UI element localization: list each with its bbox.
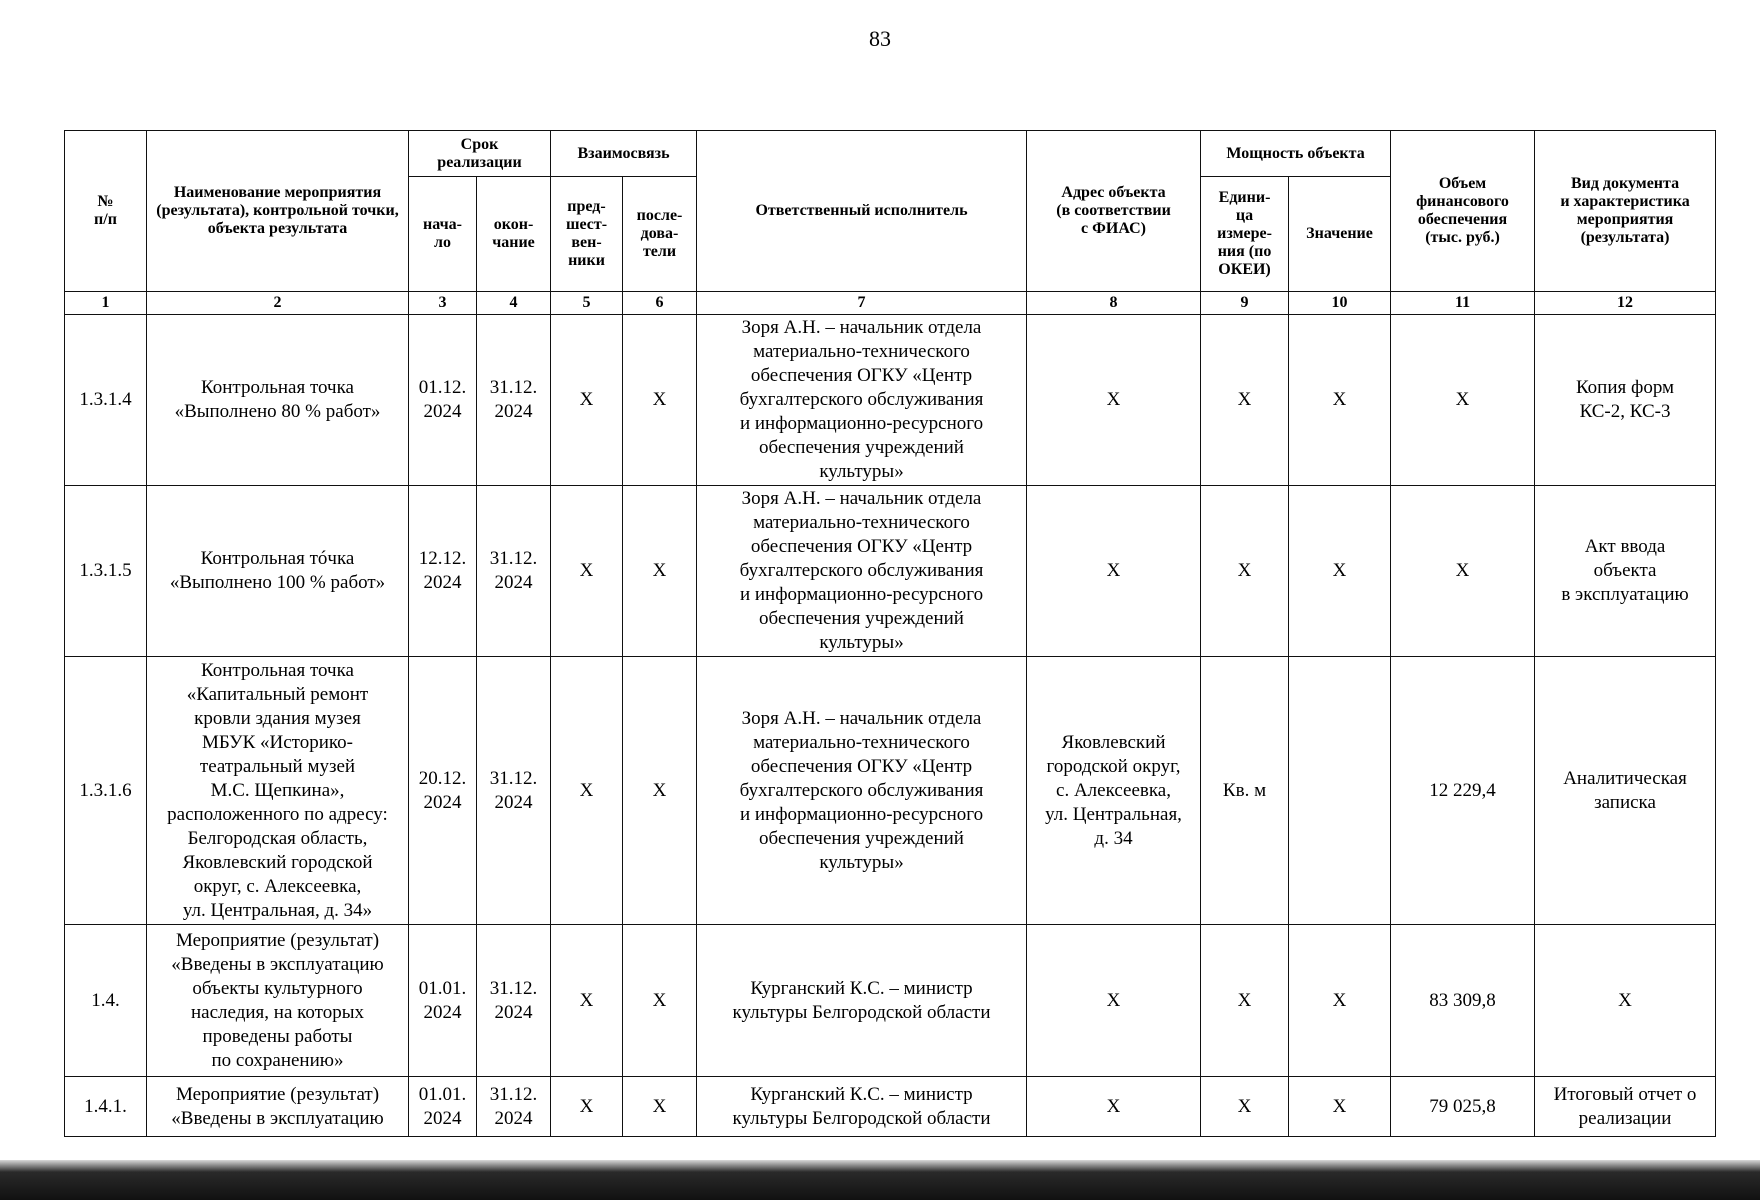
row-successors-cell: X [623, 315, 697, 486]
row-address-cell: X [1027, 315, 1201, 486]
header-successors: после- дова- тели [623, 177, 697, 292]
row-successors-cell: X [623, 486, 697, 657]
row-predecessors-cell: X [551, 1077, 623, 1137]
row-predecessors-cell: X [551, 925, 623, 1077]
row-volume-cell: X [1391, 315, 1535, 486]
row-number-cell: 1.4.1. [65, 1077, 147, 1137]
row-volume-cell: 79 025,8 [1391, 1077, 1535, 1137]
row-start-date-cell: 01.01. 2024 [409, 1077, 477, 1137]
row-address-cell: X [1027, 486, 1201, 657]
table-body [65, 292, 1716, 1137]
header-address: Адрес объекта (в соответствии с ФИАС) [1027, 131, 1201, 292]
column-number: 5 [551, 292, 623, 315]
column-number: 6 [623, 292, 697, 315]
header-value: Значение [1289, 177, 1391, 292]
table-row [65, 315, 1716, 486]
column-number: 1 [65, 292, 147, 315]
column-number: 12 [1535, 292, 1716, 315]
header-volume: Объем финансового обеспечения (тыс. руб.) [1391, 131, 1535, 292]
row-number-cell: 1.3.1.6 [65, 657, 147, 925]
column-number: 8 [1027, 292, 1201, 315]
row-document-cell: Итоговый отчет о реализации [1535, 1077, 1716, 1137]
row-responsible-cell: Зоря А.Н. – начальник отдела материально-технического обеспечения ОГКУ «Центр бухгалтерского обслуживания и информационно-ресурсного обеспечения учреждений культуры» [697, 486, 1027, 657]
scan-edge-bar [0, 1160, 1760, 1200]
row-successors-cell: X [623, 657, 697, 925]
header-number: № п/п [65, 131, 147, 292]
row-start-date-cell: 01.12. 2024 [409, 315, 477, 486]
row-volume-cell: X [1391, 486, 1535, 657]
row-successors-cell: X [623, 1077, 697, 1137]
header-predecessors: пред- шест- вен- ники [551, 177, 623, 292]
page-number: 83 [869, 26, 891, 51]
row-number-cell: 1.3.1.5 [65, 486, 147, 657]
header-end: окон- чание [477, 177, 551, 292]
column-number-row [65, 292, 1716, 315]
header-capacity-group: Мощность объекта [1201, 131, 1391, 177]
row-end-date-cell: 31.12. 2024 [477, 1077, 551, 1137]
row-address-cell: X [1027, 925, 1201, 1077]
row-name-cell: Контрольная точка «Капитальный ремонт кровли здания музея МБУК «Историко- театральный музей М.С. Щепкина», расположенного по адресу: Белгородская область, Яковлевский городской округ, с. Алексеевка, ул. Центральная, д. 34» [147, 657, 409, 925]
header-name: Наименование мероприятия (результата), контрольной точки, объекта результата [147, 131, 409, 292]
row-value-cell: X [1289, 925, 1391, 1077]
row-responsible-cell: Зоря А.Н. – начальник отдела материально-технического обеспечения ОГКУ «Центр бухгалтерского обслуживания и информационно-ресурсного обеспечения учреждений культуры» [697, 657, 1027, 925]
row-responsible-cell: Курганский К.С. – министр культуры Белгородской области [697, 1077, 1027, 1137]
table-row [65, 657, 1716, 925]
column-number: 9 [1201, 292, 1289, 315]
column-number: 3 [409, 292, 477, 315]
column-number: 2 [147, 292, 409, 315]
column-number: 10 [1289, 292, 1391, 315]
row-end-date-cell: 31.12. 2024 [477, 925, 551, 1077]
row-predecessors-cell: X [551, 486, 623, 657]
row-start-date-cell: 20.12. 2024 [409, 657, 477, 925]
row-number-cell: 1.3.1.4 [65, 315, 147, 486]
row-responsible-cell: Зоря А.Н. – начальник отдела материально-технического обеспечения ОГКУ «Центр бухгалтерского обслуживания и информационно-ресурсного обеспечения учреждений культуры» [697, 315, 1027, 486]
row-name-cell: Контрольная тóчка «Выполнено 100 % работ» [147, 486, 409, 657]
header-link-group: Взаимосвязь [551, 131, 697, 177]
row-value-cell: X [1289, 315, 1391, 486]
implementation-plan-table [64, 130, 1716, 1137]
row-predecessors-cell: X [551, 657, 623, 925]
row-address-cell: Яковлевский городской округ, с. Алексеевка, ул. Центральная, д. 34 [1027, 657, 1201, 925]
row-end-date-cell: 31.12. 2024 [477, 315, 551, 486]
row-name-cell: Мероприятие (результат) «Введены в эксплуатацию объекты культурного наследия, на которых проведены работы по сохранению» [147, 925, 409, 1077]
row-value-cell: X [1289, 486, 1391, 657]
row-volume-cell: 83 309,8 [1391, 925, 1535, 1077]
column-number: 11 [1391, 292, 1535, 315]
row-document-cell: X [1535, 925, 1716, 1077]
row-address-cell: X [1027, 1077, 1201, 1137]
header-unit: Едини- ца измере- ния (по ОКЕИ) [1201, 177, 1289, 292]
row-unit-cell: X [1201, 1077, 1289, 1137]
header-term-group: Срок реализации [409, 131, 551, 177]
row-unit-cell: X [1201, 925, 1289, 1077]
row-value-cell [1289, 657, 1391, 925]
column-number: 4 [477, 292, 551, 315]
row-document-cell: Аналитическая записка [1535, 657, 1716, 925]
header-responsible: Ответственный исполнитель [697, 131, 1027, 292]
header-document: Вид документа и характеристика мероприятия (результата) [1535, 131, 1716, 292]
row-volume-cell: 12 229,4 [1391, 657, 1535, 925]
row-unit-cell: X [1201, 315, 1289, 486]
row-unit-cell: X [1201, 486, 1289, 657]
row-start-date-cell: 12.12. 2024 [409, 486, 477, 657]
row-name-cell: Контрольная точка «Выполнено 80 % работ» [147, 315, 409, 486]
row-name-cell: Мероприятие (результат) «Введены в эксплуатацию [147, 1077, 409, 1137]
row-end-date-cell: 31.12. 2024 [477, 657, 551, 925]
row-responsible-cell: Курганский К.С. – министр культуры Белгородской области [697, 925, 1027, 1077]
row-document-cell: Копия форм КС-2, КС-3 [1535, 315, 1716, 486]
row-predecessors-cell: X [551, 315, 623, 486]
table-row [65, 925, 1716, 1077]
row-successors-cell: X [623, 925, 697, 1077]
table-row [65, 1077, 1716, 1137]
table-row [65, 486, 1716, 657]
row-value-cell: X [1289, 1077, 1391, 1137]
row-number-cell: 1.4. [65, 925, 147, 1077]
header-start: нача- ло [409, 177, 477, 292]
row-start-date-cell: 01.01. 2024 [409, 925, 477, 1077]
row-document-cell: Акт ввода объекта в эксплуатацию [1535, 486, 1716, 657]
row-unit-cell: Кв. м [1201, 657, 1289, 925]
row-end-date-cell: 31.12. 2024 [477, 486, 551, 657]
column-number: 7 [697, 292, 1027, 315]
